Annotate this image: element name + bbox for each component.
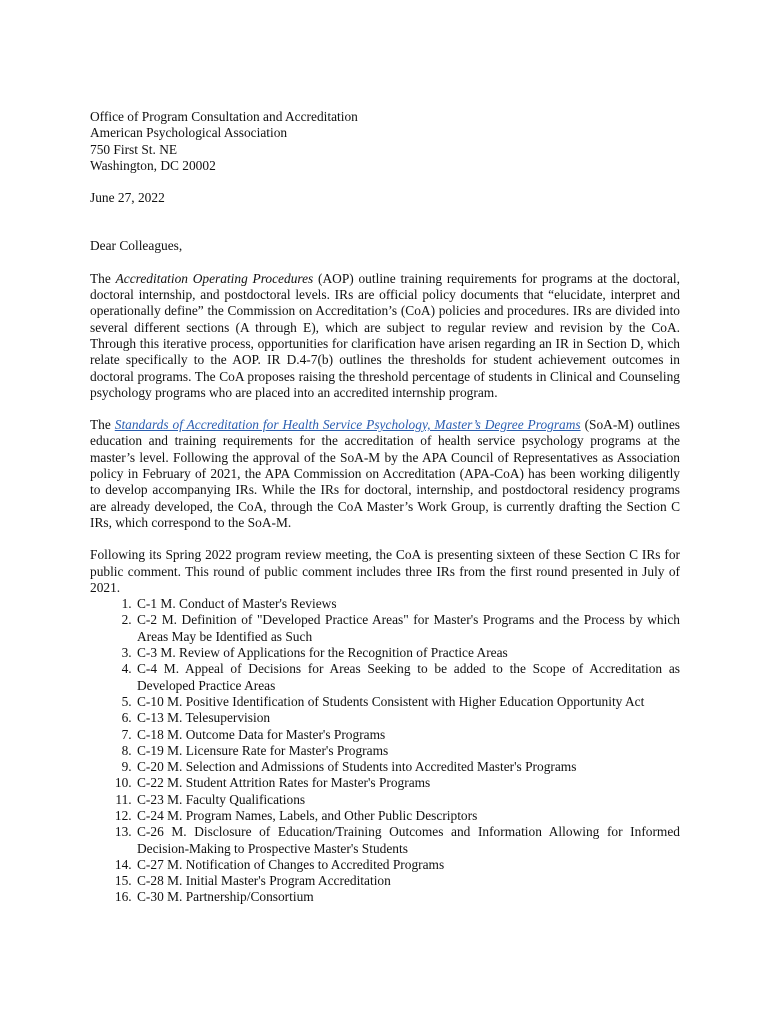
ir-list-item: 16. C-30 M. Partnership/Consortium <box>135 889 680 905</box>
aop-title: Accreditation Operating Procedures <box>115 270 314 286</box>
ir-list-item: 5. C-10 M. Positive Identification of Students Consistent with Higher Education Opportunity Act <box>135 694 680 710</box>
text-run: (SoA-M) outlines education and training requirements for the accreditation of health service psychology programs at the master’s level. Following the approval of the SoA-M by the APA Council of Representatives as Association policy in February of 2021, the APA Commission on Accreditation (APA-CoA) has been working diligently to develop accompanying IRs. While the IRs for doctoral, internship, and postdoctoral residency programs are already developed, the CoA, through the CoA Master’s Work Group, is currently drafting the Section C IRs, which correspond to the SoA-M. <box>90 417 680 530</box>
letter-date: June 27, 2022 <box>90 190 165 206</box>
ir-list-item: 13. C-26 M. Disclosure of Education/Training Outcomes and Information Allowing for Informed Decision-Making to Prospective Master's Students <box>135 824 680 857</box>
ir-list-item: 10. C-22 M. Student Attrition Rates for Master's Programs <box>135 775 680 791</box>
ir-list-item: 2. C-2 M. Definition of "Developed Practice Areas" for Master's Programs and the Process by which Areas May be Identified as Such <box>135 612 680 645</box>
address-line: Washington, DC 20002 <box>90 157 216 173</box>
ir-list-item: 4. C-4 M. Appeal of Decisions for Areas Seeking to be added to the Scope of Accreditation as Developed Practice Areas <box>135 661 680 694</box>
paragraph-aop <box>90 271 680 401</box>
ir-list-item: 15. C-28 M. Initial Master's Program Accreditation <box>135 873 680 889</box>
ir-list-item: 11. C-23 M. Faculty Qualifications <box>135 792 680 808</box>
ir-list-item: 6. C-13 M. Telesupervision <box>135 710 680 726</box>
ir-list-item: 1. C-1 M. Conduct of Master's Reviews <box>135 596 680 612</box>
ir-list-item: 14. C-27 M. Notification of Changes to Accredited Programs <box>135 857 680 873</box>
ir-list-item: 9. C-20 M. Selection and Admissions of Students into Accredited Master's Programs <box>135 759 680 775</box>
address-line: 750 First St. NE <box>90 141 178 157</box>
letter-body <box>90 109 680 906</box>
address-line: Office of Program Consultation and Accreditation <box>90 109 358 124</box>
sender-address <box>90 109 680 174</box>
text-run: The <box>90 417 115 433</box>
text-run: (AOP) outline training requirements for programs at the doctoral, doctoral internship, and postdoctoral levels. IRs are official policy documents that “elucidate, interpret and operationally define” the Commission on Accreditation’s (CoA) policies and procedures. IRs are divided into several different sections (A through E), which are subject to regular review and revision by the CoA. Through this iterative process, opportunities for clarification have arisen regarding an IR in Section D, which relate specifically to the AOP. IR D.4-7(b) outlines the thresholds for student achievement outcomes in doctoral programs. The CoA proposes raising the threshold percentage of students in Clinical and Counseling psychology programs who are placed into an accredited internship program. <box>90 270 680 400</box>
salutation: Dear Colleagues, <box>90 238 183 254</box>
paragraph-public-comment: Following its Spring 2022 program review meeting, the CoA is presenting sixteen of these Section C IRs for public comment. This round of public comment includes three IRs from the first round presented in July of 2021. <box>90 547 680 595</box>
ir-list-item: 3. C-3 M. Review of Applications for the Recognition of Practice Areas <box>135 645 680 661</box>
address-line: American Psychological Association <box>90 125 288 141</box>
ir-list <box>90 596 680 906</box>
paragraph-soa-m <box>90 417 680 531</box>
soa-m-link[interactable]: Standards of Accreditation for Health Service Psychology, Master’s Degree Programs <box>114 417 581 433</box>
ir-list-item: 12. C-24 M. Program Names, Labels, and Other Public Descriptors <box>135 808 680 824</box>
ir-list-item: 8. C-19 M. Licensure Rate for Master's Programs <box>135 743 680 759</box>
text-run: The <box>90 270 116 286</box>
ir-list-item: 7. C-18 M. Outcome Data for Master's Programs <box>135 727 680 743</box>
